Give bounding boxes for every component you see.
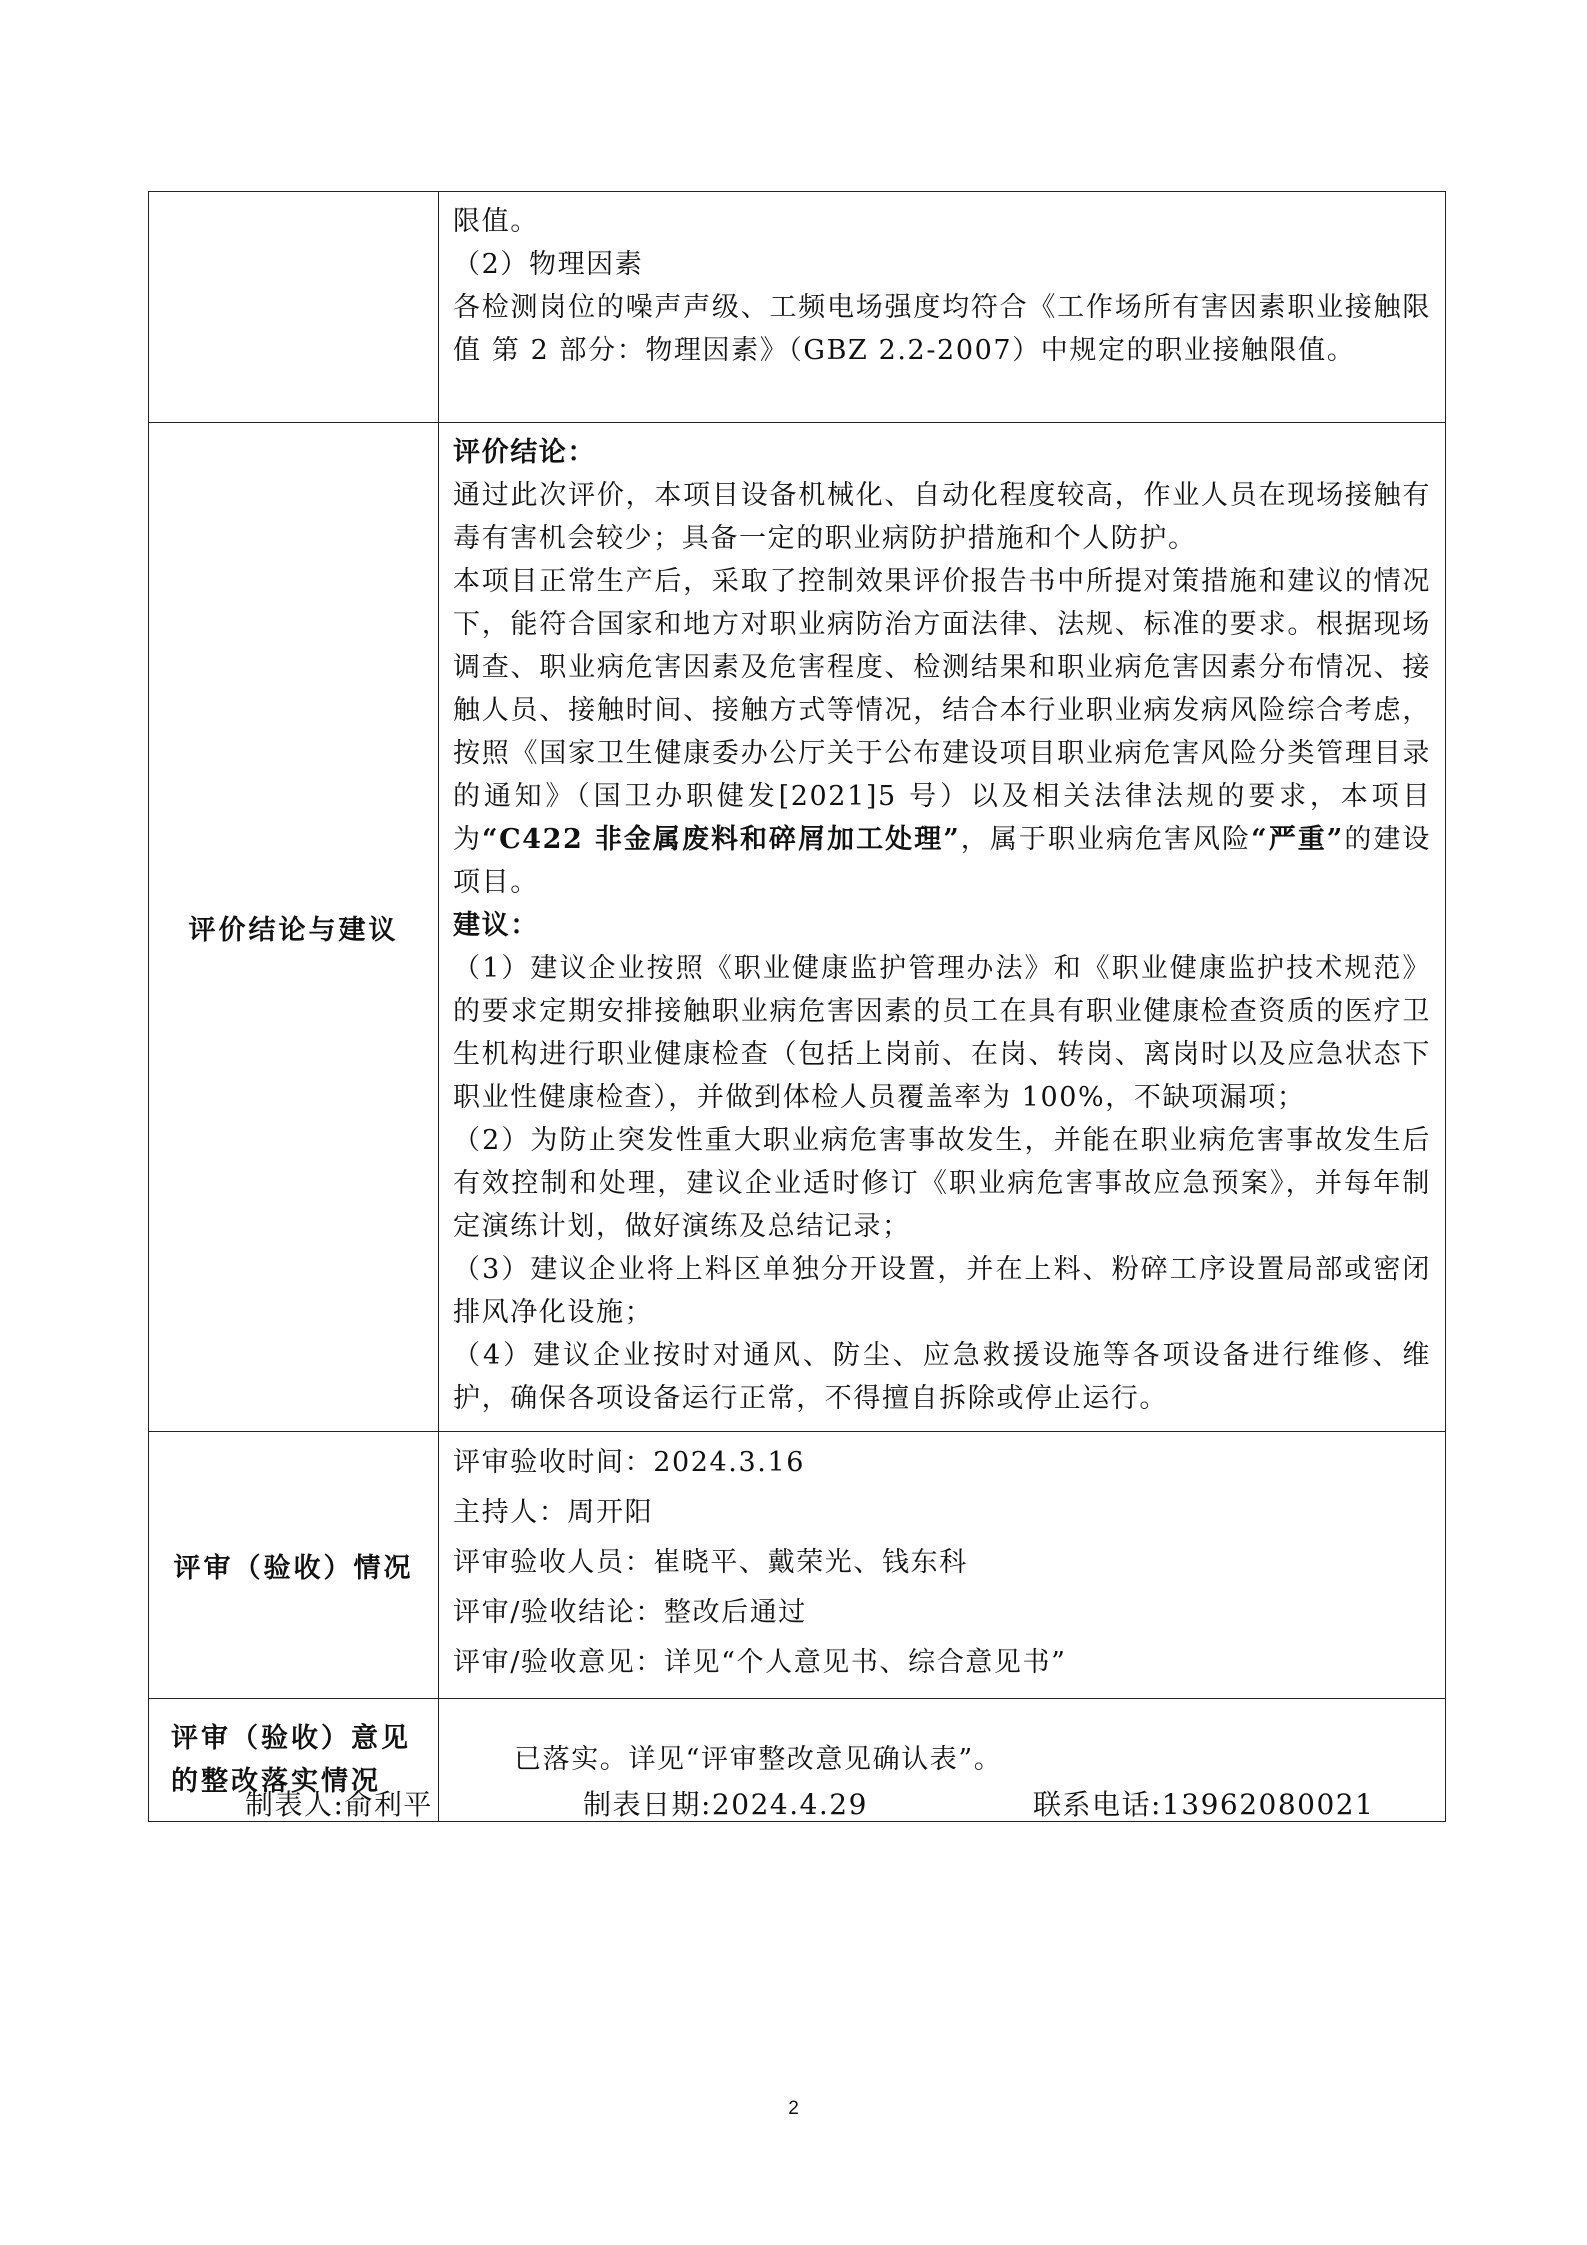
row-label-empty <box>149 192 439 423</box>
review-host: 主持人：周开阳 <box>453 1497 654 1528</box>
table-row-physical-factors <box>149 192 1446 423</box>
advice-heading: 建议： <box>453 910 539 941</box>
conclusion-text: 本项目正常生产后，采取了控制效果评价报告书中所提对策措施和建议的情况下，能符合国家和地方对职业病防治方面法律、法规、标准的要求。根据现场调查、职业病危害因素及危害程度、检测结果和职业病危害因素分布情况、接触人员、接触时间、接触方式等情况，结合本行业职业病发病风险综合考虑，按照《国家卫生健康委办公厅关于公布建设项目职业病危害风险分类管理目录的通知》（国卫办职健发[2021]5 号）以及相关法律法规的要求，本项目为 <box>453 566 1431 855</box>
risk-level: “严重” <box>1251 824 1344 855</box>
conclusion-text: 的建设项目。 <box>453 824 1432 898</box>
review-label: 评审（验收）情况 <box>149 1432 439 1699</box>
industry-classification: “C422 非金属废料和碎屑加工处理” <box>482 824 961 855</box>
review-members: 评审验收人员：崔晓平、戴荣光、钱东科 <box>453 1547 968 1578</box>
paragraph: （2）物理因素 <box>453 249 644 280</box>
table-row-conclusion <box>149 423 1446 1432</box>
conclusion-text: ，属于职业病危害风险 <box>960 824 1252 855</box>
conclusion-paragraph-2 <box>453 560 1431 904</box>
table-row-review <box>149 1432 1446 1699</box>
paragraph: 限值。 <box>453 206 539 237</box>
conclusion-heading: 评价结论： <box>453 437 596 468</box>
physical-factors-content <box>439 192 1446 423</box>
conclusion-paragraph-1: 通过此次评价，本项目设备机械化、自动化程度较高，作业人员在现场接触有毒有害机会较少；具备一定的职业病防护措施和个人防护。 <box>453 480 1431 554</box>
review-content <box>439 1432 1446 1699</box>
advice-item: （2）为防止突发性重大职业病危害事故发生，并能在职业病危害事故发生后有效控制和处理，建议企业适时修订《职业病危害事故应急预案》，并每年制定演练计划，做好演练及总结记录； <box>453 1125 1431 1242</box>
page-number: 2 <box>788 2098 799 2119</box>
label-line: 评审（验收）意见 <box>171 1723 411 1754</box>
advice-item: （1）建议企业按照《职业健康监护管理办法》和《职业健康监护技术规范》的要求定期安排接触职业病危害因素的员工在具有职业健康检查资质的医疗卫生机构进行职业健康检查（包括上岗前、在岗、转岗、离岗时以及应急状态下职业性健康检查），并做到体检人员覆盖率为 100%，不缺项漏项； <box>453 953 1431 1113</box>
advice-item: （3）建议企业将上料区单独分开设置，并在上料、粉碎工序设置局部或密闭排风净化设施； <box>453 1254 1431 1328</box>
advice-item: （4）建议企业按时对通风、防尘、应急救援设施等各项设备进行维修、维护，确保各项设备运行正常，不得擅自拆除或停止运行。 <box>453 1340 1431 1414</box>
review-time: 评审验收时间：2024.3.16 <box>453 1447 806 1478</box>
conclusion-label: 评价结论与建议 <box>149 423 439 1432</box>
contact-phone: 联系电话:13962080021 <box>1033 1788 1375 1821</box>
paragraph: 各检测岗位的噪声声级、工频电场强度均符合《工作场所有害因素职业接触限值 第 2 部分：物理因素》（GBZ 2.2-2007）中规定的职业接触限值。 <box>453 292 1431 366</box>
preparer: 制表人:俞利平 <box>245 1788 433 1821</box>
evaluation-table <box>148 191 1446 1822</box>
label-line: 的整改落实情况 <box>171 1766 381 1797</box>
review-opinion: 评审/验收意见：详见“个人意见书、综合意见书” <box>453 1647 1067 1678</box>
prepared-date: 制表日期:2024.4.29 <box>583 1788 868 1821</box>
conclusion-content <box>439 423 1446 1432</box>
rectification-text: 已落实。详见“评审整改意见确认表”。 <box>514 1743 1003 1775</box>
review-result: 评审/验收结论：整改后通过 <box>453 1597 807 1628</box>
